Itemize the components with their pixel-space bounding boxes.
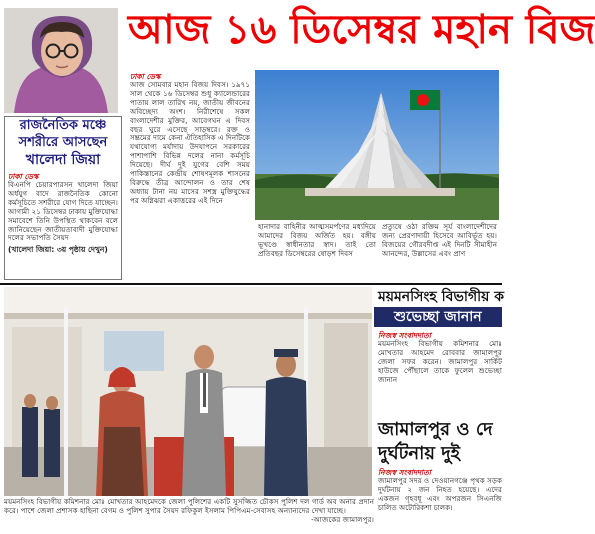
section-divider <box>0 283 502 285</box>
accident-desk: নিজস্ব সংবাদদাতা <box>378 468 431 477</box>
victory-story-body: আজ সোমবার মহান বিজয় দিবস। ১৯৭১ সাল থেকে ১৬ ডিসেম্বর শুধু ক্যালেন্ডারের পাতায় লাল তারিখ নয়, জাতীয় জীবনের অবিচ্ছেদ্য অংশ। নিরীশেষে সকল বাংলাদেশীর মুক্তির, আবেগঘন এ দিবস বছর ঘুরে এসেছে সাড়ম্বরে। রক্ত ও সম্ভ্রমের দামে কেনা ঐতিহাসিক এ দিনটিকে যথাযোগ্য মর্যাদায় উদযাপনে সরকারের পাশাপাশি বিভিন্ন দলের নানা কর্মসূচি দিয়েছে। দীর্ঘ দুই যুগের বেশি সময় পাকিস্তানের কেন্দ্রীয় শোষণমূলক শাসনের বিরুদ্ধে তীব্র আন্দোলন ও তার শেষ অধ্যায় টানা নয় মাসের সশস্ত্র মুক্তিযুদ্ধের পর অগ্নিঝরা একাত্তরের এই দিনে <box>130 80 250 205</box>
victory-story-col3: প্রত্যুষে ওঠা রক্তিম সূর্য বাংলাদেশীদের জন্য প্রেরণাদায়ী হিসেবে আবির্ভূত হয়। বিজয়ের গৌরবদীপ্ত এই দিনটি সীমাহীন আনন্দের, উল্লাসের এবং প্রাণ <box>382 222 497 258</box>
left-story-desk: ঢাকা ডেস্ক <box>8 172 39 181</box>
portrait-photo <box>4 8 118 113</box>
mymensingh-title: ময়মনসিংহ বিভাগীয় ক <box>378 289 505 305</box>
accident-body: জামালপুর সদর ও দেওয়ানগঞ্জে পৃথক সড়ক দুর্ঘটনায় ২ জন নিহত হয়েছে। এদের একজন গৃহবধূ এবং অপরজন সিএনজি চালিত অটোরিকশা চালক। <box>378 476 502 512</box>
victory-story-desk: ঢাকা ডেস্ক <box>130 72 161 81</box>
mymensingh-story <box>378 287 505 415</box>
mymensingh-body: ময়মনসিংহ বিভাগীয় কমিশনার মোঃ মোখতার আহমেদ রোববার জামালপুর জেলা সফর করেন। জামালপুর সার্কিট হাউজে পৌঁছালে তাকে ফুলেল শুভেচ্ছা জানান <box>378 339 502 384</box>
accident-story <box>378 418 502 534</box>
photo-caption: ময়মনসিংহ বিভাগীয় কমিশনার মোঃ মোখতার আহমেদকে জেলা পুলিশের একটি সুসজ্জিত চৌকস পুলিশ দল গার্ড অব অনার প্রদান করে। পাশে জেলা প্রশাসক হাছিনা বেগম ও পুলিশ সুপার সৈয়দ রফিকুল ইসলাম পিপিএম-সেবাসহ অন্যান্যদের দেখা যাচ্ছে। -আজকের জামালপুর। <box>4 497 374 524</box>
accident-title: জামালপুর ও দে <box>378 419 493 440</box>
national-memorial-photo <box>255 70 499 220</box>
left-story <box>4 116 122 280</box>
accident-subtitle: দুর্ঘটনায় দুই <box>378 443 461 464</box>
victory-story-col2: হানাদার বাহিনীর আত্মসমর্পণের মধ্যদিয়ে আমাদের বিজয় অর্জিত হয়। বঙ্গীয় ভূখণ্ডে স্বাধীনতার স্বাদ। তাই তো প্রতিবছর ডিসেম্বরের ষোড়শ দিবস <box>258 222 376 258</box>
main-headline: আজ ১৬ ডিসেম্বর মহান বিজ <box>128 7 595 53</box>
guard-of-honor-photo <box>4 287 372 496</box>
left-story-body: বিএনপি চেয়ারপারসন খালেদা জিয়া অর্ধযুগ বাদে রাজনৈতিক কোনো কর্মসূচিতে সশরীরে যোগ দিতে যাচ্ছেন। আগামী ২১ ডিসেম্বর ঢাকায় মুক্তিযোদ্ধা সমাবেশে তিনি উপস্থিত থাকবেন বলে জানিয়েছেন জাতীয়তাবাদী মুক্তিযোদ্ধা দলের সভাপতি সৈয়দ <box>8 180 118 243</box>
mymensingh-desk: নিজস্ব সংবাদদাতা <box>378 331 431 340</box>
left-story-continuation: (খালেদা জিয়া: ৩য় পৃষ্ঠায় দেখুন) <box>8 245 108 255</box>
mymensingh-subtitle: শুভেচ্ছা জানান <box>374 307 502 327</box>
left-story-headline: রাজনৈতিক মঞ্চে সশরীরে আসছেন খালেদা জিয়া <box>18 118 108 168</box>
photo-credit: -আজকের জামালপুর। <box>311 515 374 524</box>
victory-story-col1 <box>130 72 250 278</box>
